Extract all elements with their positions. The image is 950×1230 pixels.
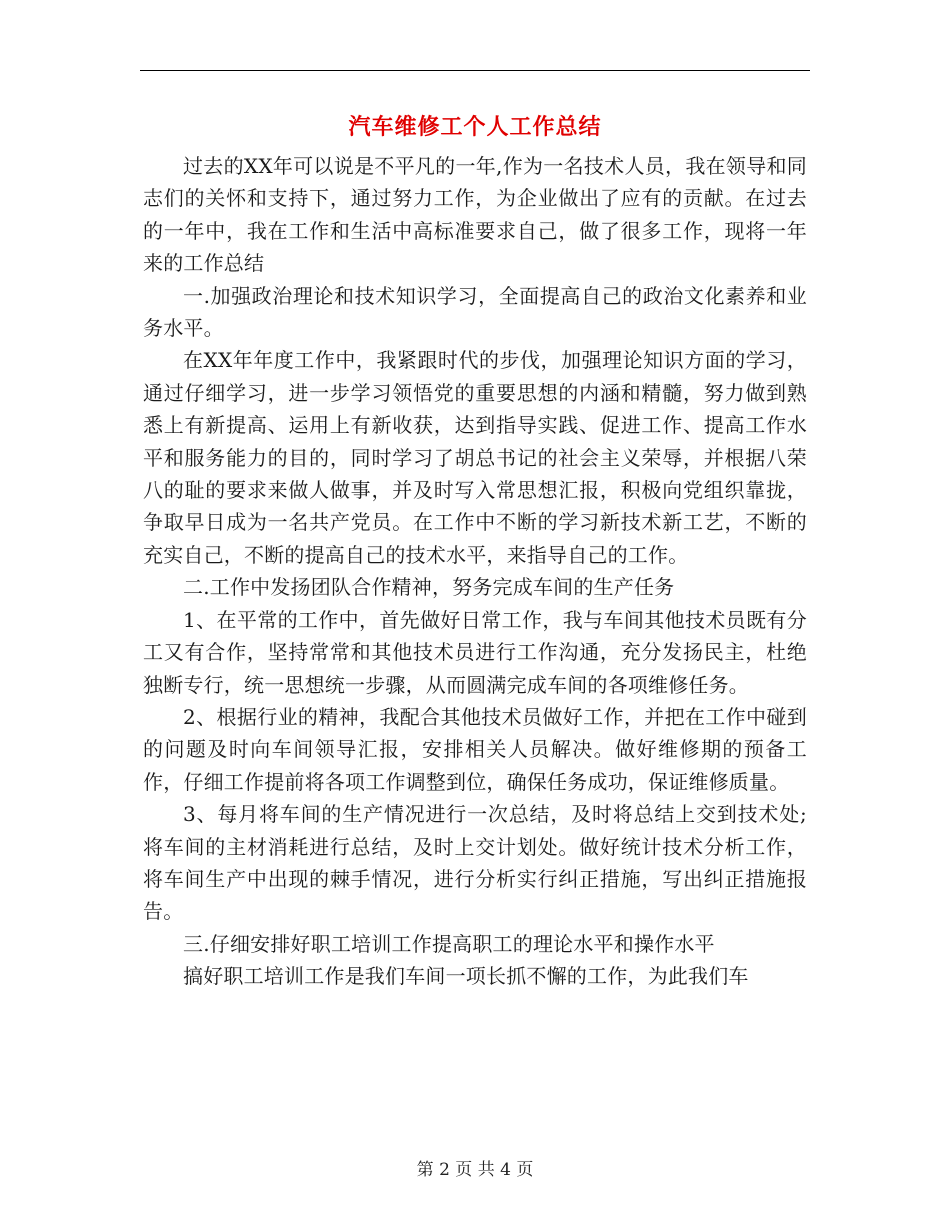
paragraph-intro: 过去的XX年可以说是不平凡的一年,作为一名技术人员，我在领导和同志们的关怀和支持下，通过努力工作，为企业做出了应有的贡献。在过去的一年中，我在工作和生活中高标准要求自己，做了很多工作，现将一年来的工作总结 [143,154,807,276]
section-heading-2: 二.工作中发扬团队合作精神，努务完成车间的生产任务 [183,575,675,600]
paragraph-item-3: 3、每月将车间的生产情况进行一次总结，及时将总结上交到技术处;将车间的主材消耗进行总结，及时上交计划处。做好统计技术分析工作，将车间生产中出现的棘手情况，进行分析实行纠正措施，写出纠正措施报告。 [143,802,807,924]
document-title: 汽车维修工个人工作总结 [348,114,602,140]
paragraph-study: 在XX年年度工作中，我紧跟时代的步伐，加强理论知识方面的学习，通过仔细学习，进一步学习领悟党的重要思想的内涵和精髓，努力做到熟悉上有新提高、运用上有新收获，达到指导实践、促进工作、提高工作水平和服务能力的目的，同时学习了胡总书记的社会主义荣辱，并根据八荣八的耻的要求来做人做事，并及时写入常思想汇报，积极向党组织靠拢，争取早日成为一名共产党员。在工作中不断的学习新技术新工艺，不断的充实自己，不断的提高自己的技术水平，来指导自己的工作。 [143,348,807,567]
page-number: 第 2 页 共 4 页 [416,1160,534,1180]
header-rule [140,70,810,71]
paragraph-training: 搞好职工培训工作是我们车间一项长抓不懈的工作，为此我们车 [183,964,749,989]
paragraph-item-2: 2、根据行业的精神，我配合其他技术员做好工作，并把在工作中碰到的问题及时向车间领导汇报，安排相关人员解决。做好维修期的预备工作，仔细工作提前将各项工作调整到位，确保任务成功，保证维修质量。 [143,704,807,794]
page-footer [0,1155,950,1180]
section-heading-3: 三.仔细安排好职工培训工作提高职工的理论水平和操作水平 [183,931,715,956]
document-body [143,150,807,993]
paragraph-item-1: 1、在平常的工作中，首先做好日常工作，我与车间其他技术员既有分工又有合作，坚持常常和其他技术员进行工作沟通，充分发扬民主，杜绝独断专行，统一思想统一步骤，从而圆满完成车间的各项维修任务。 [143,607,807,697]
section-heading-1: 一.加强政治理论和技术知识学习，全面提高自己的政治文化素养和业务水平。 [143,283,807,341]
